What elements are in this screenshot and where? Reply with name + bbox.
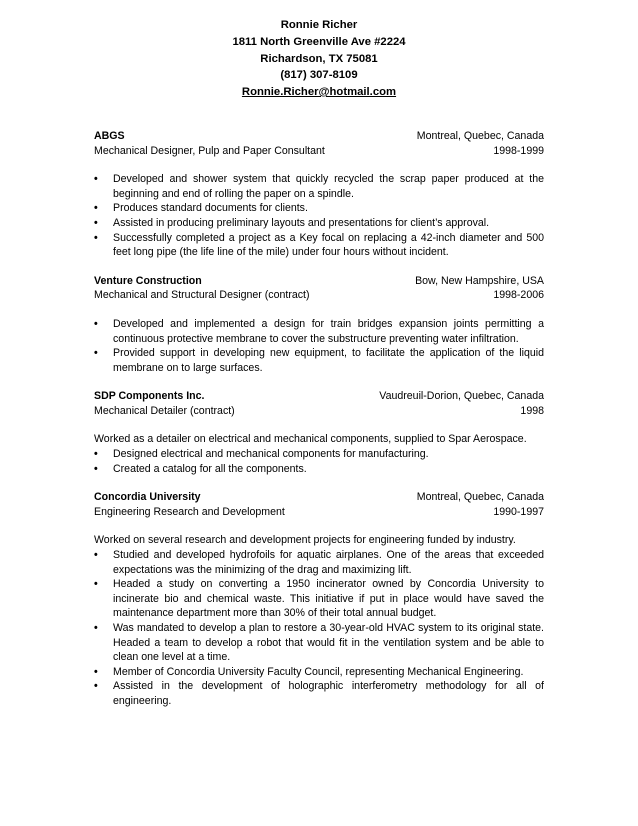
contact-header: [94, 17, 544, 101]
job-bullet-list: [94, 447, 544, 476]
job-location: Vaudreuil-Dorion, Quebec, Canada: [379, 390, 544, 403]
job-bullet: • Produces standard documents for clients.: [94, 201, 544, 216]
job-bullet: • Developed and implemented a design for train bridges expansion joints permitting a continuous protective membrane to cover the substructure preventing water infiltration.: [94, 317, 544, 346]
candidate-name: Ronnie Richer: [280, 19, 358, 31]
street-address: 1811 North Greenville Ave #2224: [232, 35, 406, 48]
job-bullet: • Assisted in the development of holographic interferometry methodology for all of engineering.: [94, 679, 544, 708]
job-dates: 1998-1999: [493, 144, 544, 157]
job-location: Montreal, Quebec, Canada: [416, 491, 544, 504]
job-entry: [94, 490, 544, 708]
phone-number: (817) 307-8109: [280, 69, 358, 82]
job-entry: [94, 274, 544, 376]
job-location: Montreal, Quebec, Canada: [416, 129, 544, 142]
job-bullet-list: [94, 317, 544, 375]
job-title: Mechanical and Structural Designer (contract): [94, 289, 310, 302]
email-link[interactable]: Ronnie.Richer@hotmail.com: [241, 86, 397, 99]
job-summary: Worked as a detailer on electrical and mechanical components, supplied to Spar Aerospace.: [94, 433, 527, 446]
company-name: Venture Construction: [94, 274, 202, 287]
job-bullet: • Member of Concordia University Faculty Council, representing Mechanical Engineering.: [94, 665, 544, 680]
experience-section: [94, 129, 544, 709]
job-header-row: [94, 129, 544, 144]
job-location: Bow, New Hampshire, USA: [415, 274, 544, 287]
job-title: Engineering Research and Development: [94, 505, 285, 518]
job-bullet: • Headed a study on converting a 1950 incinerator owned by Concordia University to incinerate bio and chemical waste. This initiative if put in place would have saved the maintenance department more than 30% of their total annual budget.: [94, 577, 544, 621]
job-bullet: • Provided support in developing new equipment, to facilitate the application of the liquid membrane on to large surfaces.: [94, 346, 544, 375]
job-title-row: [94, 288, 544, 303]
job-entry: [94, 389, 544, 476]
job-bullet: • Designed electrical and mechanical components for manufacturing.: [94, 447, 544, 462]
job-header-row: [94, 274, 544, 289]
job-summary: Worked on several research and development projects for engineering funded by industry.: [94, 534, 516, 547]
job-entry: [94, 129, 544, 260]
job-header-row: [94, 389, 544, 404]
job-bullet: • Assisted in producing preliminary layouts and presentations for client’s approval.: [94, 216, 544, 231]
job-bullet-list: [94, 548, 544, 709]
job-bullet: • Studied and developed hydrofoils for aquatic airplanes. One of the areas that exceeded expectations was the minimizing of the drag and maximizing lift.: [94, 548, 544, 577]
job-title: Mechanical Detailer (contract): [94, 404, 235, 417]
job-title-row: [94, 505, 544, 520]
job-title-row: [94, 404, 544, 419]
job-bullet: • Developed and shower system that quickly recycled the scrap paper produced at the beginning and end of rolling the paper on a spindle.: [94, 172, 544, 201]
company-name: Concordia University: [94, 491, 201, 504]
job-dates: 1998-2006: [493, 289, 544, 302]
city-state-zip: Richardson, TX 75081: [260, 52, 378, 65]
job-bullet: • Successfully completed a project as a Key focal on replacing a 42-inch diameter and 500 feet long pipe (the life line of the mile) under four hours without incident.: [94, 231, 544, 260]
job-header-row: [94, 490, 544, 505]
job-title-row: [94, 144, 544, 159]
company-name: SDP Components Inc.: [94, 390, 205, 403]
job-title: Mechanical Designer, Pulp and Paper Consultant: [94, 144, 325, 157]
job-dates: 1990-1997: [493, 505, 544, 518]
job-bullet: • Was mandated to develop a plan to restore a 30-year-old HVAC system to its original state. Headed a team to develop a robot that would fit in the ventilation system and be able to clean one level at a time.: [94, 621, 544, 665]
job-bullet: • Created a catalog for all the components.: [94, 462, 544, 477]
job-bullet-list: [94, 172, 544, 260]
company-name: ABGS: [94, 129, 125, 142]
job-dates: 1998: [520, 404, 544, 417]
